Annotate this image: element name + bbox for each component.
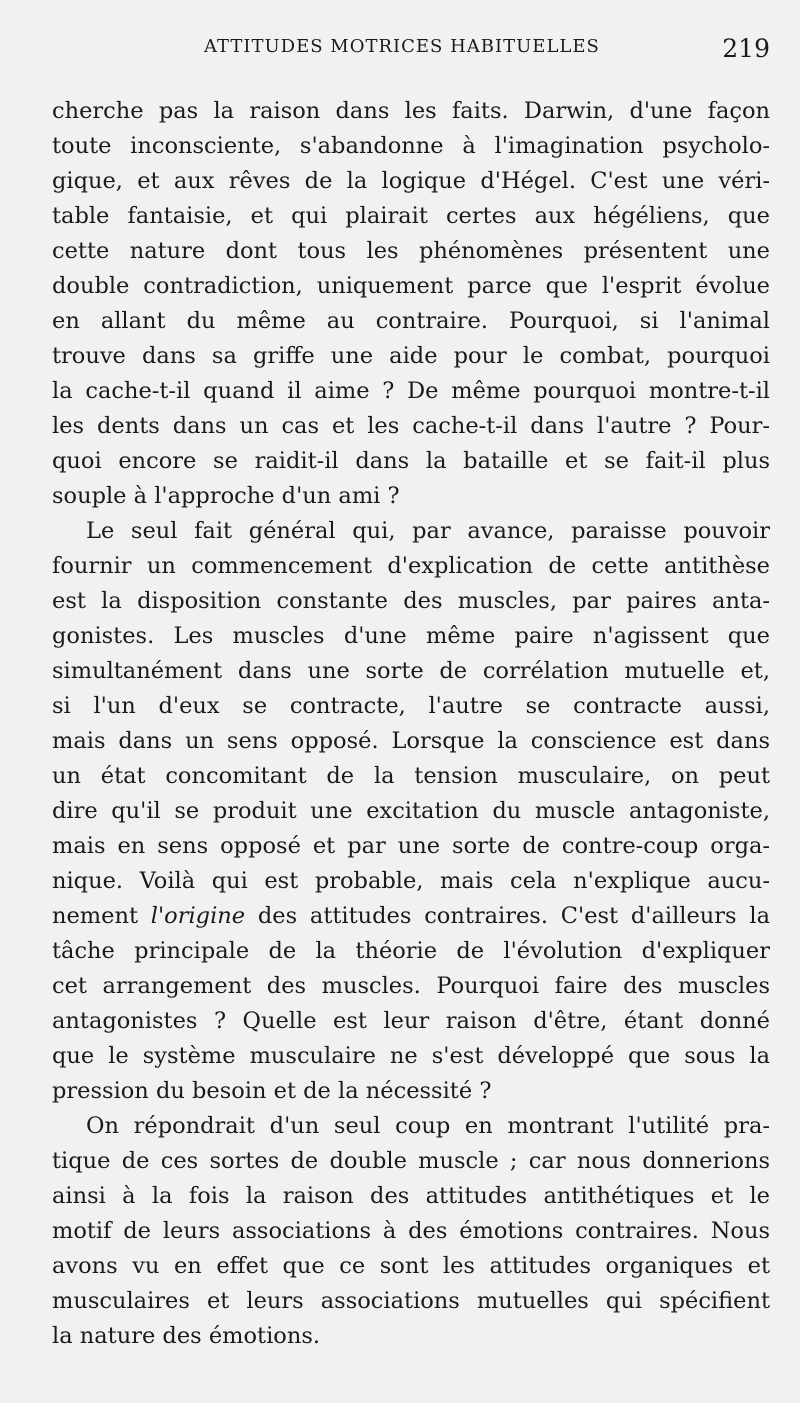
text-line: est la disposition constante des muscles, par paires anta- [52, 588, 770, 614]
text-line: quoi encore se raidit-il dans la bataille et se fait-il plus [52, 448, 770, 474]
text-line: nique. Voilà qui est probable, mais cela n'explique aucu- [52, 868, 770, 894]
text-line: ainsi à la fois la raison des attitudes antithétiques et le [52, 1183, 770, 1209]
running-head [52, 34, 770, 68]
text-line: cette nature dont tous les phénomènes présentent une [52, 238, 770, 264]
text-line: toute inconsciente, s'abandonne à l'imagination psycholo- [52, 133, 770, 159]
text-line: motif de leurs associations à des émotions contraires. Nous [52, 1218, 770, 1244]
text-segment: des attitudes contraires. C'est d'ailleurs la [245, 903, 770, 929]
text-line: un état concomitant de la tension musculaire, on peut [52, 763, 770, 789]
running-title: ATTITUDES MOTRICES HABITUELLES [204, 36, 600, 57]
text-line: mais en sens opposé et par une sorte de contre-coup orga- [52, 833, 770, 859]
text-line-with-italic [52, 899, 770, 934]
body-text [52, 94, 770, 1354]
text-line: simultanément dans une sorte de corrélation mutuelle et, [52, 658, 770, 684]
text-line: en allant du même au contraire. Pourquoi, si l'animal [52, 308, 770, 334]
text-line: tique de ces sortes de double muscle ; car nous donnerions [52, 1148, 770, 1174]
paragraph-1 [52, 94, 770, 514]
text-line: tâche principale de la théorie de l'évolution d'expliquer [52, 938, 770, 964]
text-line: mais dans un sens opposé. Lorsque la conscience est dans [52, 728, 770, 754]
text-line: souple à l'approche d'un ami ? [52, 483, 400, 509]
text-line: gonistes. Les muscles d'une même paire n'agissent que [52, 623, 770, 649]
text-line: Le seul fait général qui, par avance, paraisse pouvoir [86, 518, 770, 544]
italic-term: l'origine [150, 903, 246, 929]
text-line: les dents dans un cas et les cache-t-il dans l'autre ? Pour- [52, 413, 770, 439]
text-line: pression du besoin et de la nécessité ? [52, 1078, 492, 1104]
text-line: cet arrangement des muscles. Pourquoi faire des muscles [52, 973, 770, 999]
text-line: gique, et aux rêves de la logique d'Hégel. C'est une véri- [52, 168, 770, 194]
text-line: dire qu'il se produit une excitation du muscle antagoniste, [52, 798, 770, 824]
paragraph-3 [52, 1109, 770, 1354]
text-line: si l'un d'eux se contracte, l'autre se contracte aussi, [52, 693, 770, 719]
text-line: fournir un commencement d'explication de cette antithèse [52, 553, 770, 579]
text-line: trouve dans sa griffe une aide pour le combat, pourquoi [52, 343, 770, 369]
text-line: la nature des émotions. [52, 1323, 321, 1349]
text-line: avons vu en effet que ce sont les attitudes organiques et [52, 1253, 770, 1279]
text-line: double contradiction, uniquement parce que l'esprit évolue [52, 273, 770, 299]
paragraph-2 [52, 514, 770, 1109]
text-line: On répondrait d'un seul coup en montrant l'utilité pra- [86, 1113, 770, 1139]
text-line: la cache-t-il quand il aime ? De même pourquoi montre-t-il [52, 378, 770, 404]
text-line: que le système musculaire ne s'est développé que sous la [52, 1043, 770, 1069]
text-segment: nement [52, 903, 151, 929]
text-line: musculaires et leurs associations mutuelles qui spécifient [52, 1288, 770, 1314]
text-line: table fantaisie, et qui plairait certes aux hégéliens, que [52, 203, 770, 229]
page-number: 219 [722, 34, 770, 63]
text-line: antagonistes ? Quelle est leur raison d'être, étant donné [52, 1008, 770, 1034]
text-line: cherche pas la raison dans les faits. Darwin, d'une façon [52, 98, 770, 124]
